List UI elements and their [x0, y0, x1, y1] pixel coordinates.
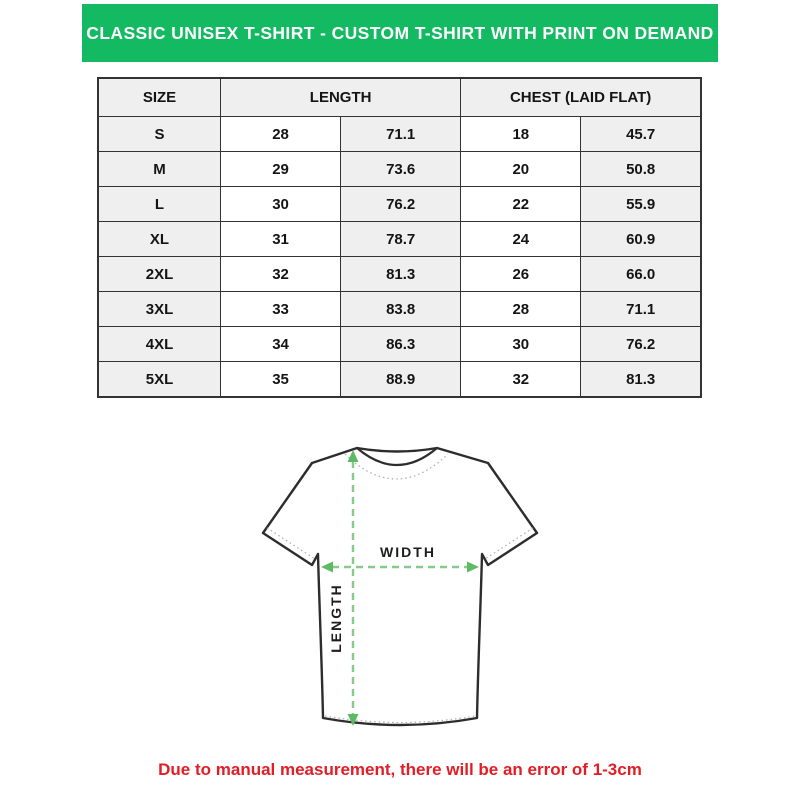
- length-in-cell: 31: [221, 222, 341, 257]
- size-cell: S: [98, 117, 221, 152]
- col-header-chest: CHEST (LAID FLAT): [461, 78, 701, 117]
- table-header-row: [98, 78, 701, 117]
- length-in-cell: 34: [221, 327, 341, 362]
- length-cm-cell: 81.3: [341, 257, 461, 292]
- chest-cm-cell: 55.9: [581, 187, 701, 222]
- tshirt-outline: [263, 448, 537, 725]
- chest-cm-cell: 81.3: [581, 362, 701, 398]
- table-row: [98, 152, 701, 187]
- length-in-cell: 29: [221, 152, 341, 187]
- measurement-note: Due to manual measurement, there will be an error of 1-3cm: [158, 760, 642, 779]
- chest-cm-cell: 60.9: [581, 222, 701, 257]
- table-row: [98, 222, 701, 257]
- chest-cm-cell: 76.2: [581, 327, 701, 362]
- chest-cm-cell: 66.0: [581, 257, 701, 292]
- title-banner: [82, 4, 718, 62]
- page-title: CLASSIC UNISEX T-SHIRT - CUSTOM T-SHIRT WITH PRINT ON DEMAND: [86, 22, 714, 43]
- size-cell: 2XL: [98, 257, 221, 292]
- col-header-size: SIZE: [98, 78, 221, 117]
- table-row: [98, 362, 701, 398]
- size-cell: 5XL: [98, 362, 221, 398]
- table-row: [98, 187, 701, 222]
- size-cell: XL: [98, 222, 221, 257]
- chest-in-cell: 28: [461, 292, 581, 327]
- length-in-cell: 33: [221, 292, 341, 327]
- size-cell: 4XL: [98, 327, 221, 362]
- length-cm-cell: 88.9: [341, 362, 461, 398]
- table-row: [98, 257, 701, 292]
- length-cm-cell: 73.6: [341, 152, 461, 187]
- table-row: [98, 327, 701, 362]
- width-label: WIDTH: [380, 544, 436, 560]
- size-cell: L: [98, 187, 221, 222]
- size-cell: 3XL: [98, 292, 221, 327]
- chest-in-cell: 20: [461, 152, 581, 187]
- col-header-length: LENGTH: [221, 78, 461, 117]
- length-cm-cell: 76.2: [341, 187, 461, 222]
- size-cell: M: [98, 152, 221, 187]
- chest-cm-cell: 50.8: [581, 152, 701, 187]
- length-cm-cell: 71.1: [341, 117, 461, 152]
- chest-in-cell: 32: [461, 362, 581, 398]
- length-in-cell: 35: [221, 362, 341, 398]
- length-cm-cell: 86.3: [341, 327, 461, 362]
- chest-cm-cell: 45.7: [581, 117, 701, 152]
- table-row: [98, 292, 701, 327]
- tshirt-diagram: [250, 436, 550, 748]
- chest-in-cell: 18: [461, 117, 581, 152]
- length-in-cell: 30: [221, 187, 341, 222]
- length-in-cell: 32: [221, 257, 341, 292]
- size-chart-table: [97, 77, 702, 398]
- chest-in-cell: 26: [461, 257, 581, 292]
- table-row: [98, 117, 701, 152]
- chest-in-cell: 22: [461, 187, 581, 222]
- length-cm-cell: 78.7: [341, 222, 461, 257]
- length-cm-cell: 83.8: [341, 292, 461, 327]
- chest-in-cell: 24: [461, 222, 581, 257]
- length-in-cell: 28: [221, 117, 341, 152]
- chest-cm-cell: 71.1: [581, 292, 701, 327]
- chest-in-cell: 30: [461, 327, 581, 362]
- length-label: LENGTH: [328, 583, 344, 653]
